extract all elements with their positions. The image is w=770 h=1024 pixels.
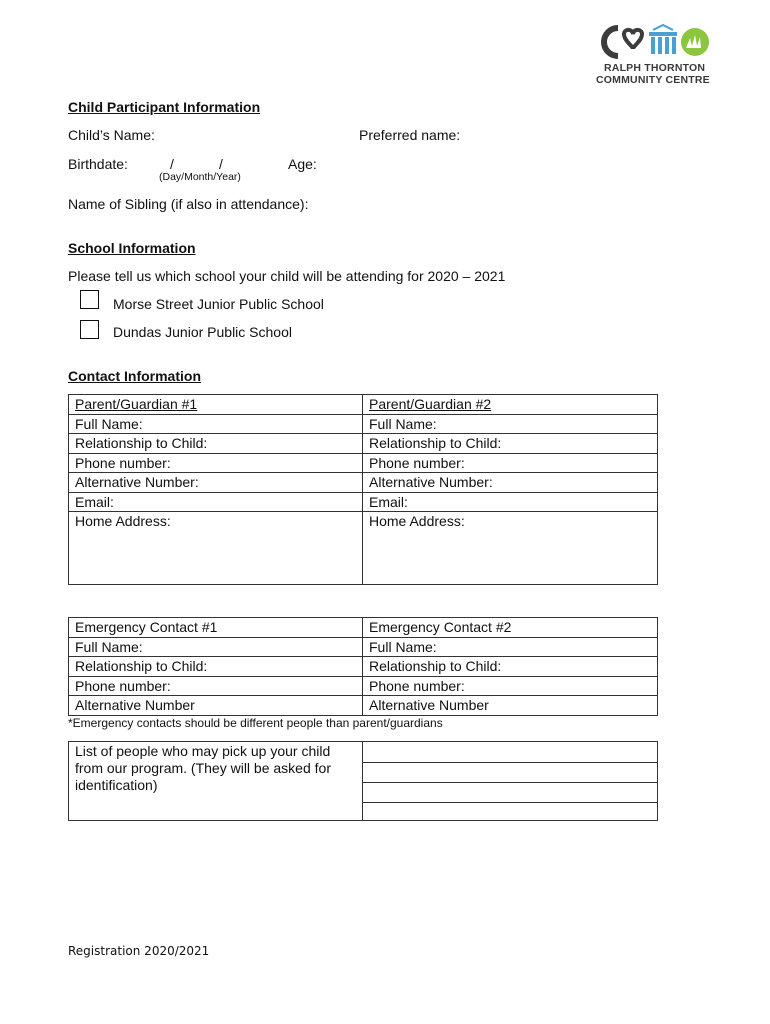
dundas-checkbox[interactable]	[80, 320, 99, 339]
emergency1-relationship-field[interactable]: Relationship to Child:	[69, 657, 363, 677]
guardian2-phone-field[interactable]: Phone number:	[363, 453, 658, 473]
date-format-hint: (Day/Month/Year)	[159, 171, 241, 183]
guardian1-full-name-field[interactable]: Full Name:	[69, 414, 363, 434]
guardian1-title: Parent/Guardian #1	[69, 395, 363, 415]
contact-info-heading: Contact Information	[68, 368, 201, 384]
emergency-table	[68, 617, 658, 716]
morse-street-option-label: Morse Street Junior Public School	[113, 296, 324, 312]
guardian2-address-field[interactable]: Home Address:	[363, 512, 658, 585]
emergency2-phone-field[interactable]: Phone number:	[363, 676, 658, 696]
emergency-note: *Emergency contacts should be different people than parent/guardians	[68, 716, 443, 730]
guardian-table	[68, 394, 658, 585]
logo-text-line1: RALPH THORNTON	[604, 62, 706, 74]
preferred-name-label: Preferred name:	[359, 127, 461, 143]
guardian1-address-field[interactable]: Home Address:	[69, 512, 363, 585]
guardian2-relationship-field[interactable]: Relationship to Child:	[363, 434, 658, 454]
emergency2-relationship-field[interactable]: Relationship to Child:	[363, 657, 658, 677]
dundas-option-label: Dundas Junior Public School	[113, 324, 292, 340]
guardian2-alt-number-field[interactable]: Alternative Number:	[363, 473, 658, 493]
logo	[596, 22, 714, 88]
childs-name-label: Child’s Name:	[68, 127, 155, 143]
child-info-heading: Child Participant Information	[68, 99, 261, 115]
age-label: Age:	[288, 156, 317, 172]
guardian1-relationship-field[interactable]: Relationship to Child:	[69, 434, 363, 454]
guardian2-email-field[interactable]: Email:	[363, 492, 658, 512]
pickup-label-line2: from our program. (They will be asked for	[75, 760, 331, 776]
emergency1-alt-number-field[interactable]: Alternative Number	[69, 696, 363, 716]
logo-text-line2: COMMUNITY CENTRE	[596, 74, 710, 86]
pickup-label-line3: identification)	[75, 777, 158, 793]
sibling-name-label: Name of Sibling (if also in attendance):	[68, 196, 309, 212]
morse-street-checkbox[interactable]	[80, 290, 99, 309]
pickup-label-line1: List of people who may pick up your child	[75, 743, 331, 759]
pickup-entry-3[interactable]	[363, 782, 657, 803]
emergency1-full-name-field[interactable]: Full Name:	[69, 637, 363, 657]
emergency1-title: Emergency Contact #1	[69, 618, 363, 638]
emergency1-phone-field[interactable]: Phone number:	[69, 676, 363, 696]
school-prompt: Please tell us which school your child will be attending for 2020 – 2021	[68, 268, 506, 284]
guardian1-email-field[interactable]: Email:	[69, 492, 363, 512]
logo-mark-icon	[598, 22, 710, 62]
birthdate-slash-1: /	[170, 156, 174, 172]
emergency2-full-name-field[interactable]: Full Name:	[363, 637, 658, 657]
guardian1-phone-field[interactable]: Phone number:	[69, 453, 363, 473]
emergency2-title: Emergency Contact #2	[363, 618, 658, 638]
footer-text: Registration 2020/2021	[68, 944, 210, 958]
birthdate-label: Birthdate:	[68, 156, 128, 172]
emergency2-alt-number-field[interactable]: Alternative Number	[363, 696, 658, 716]
pickup-entry-2[interactable]	[363, 762, 657, 783]
pickup-label-cell	[69, 742, 363, 820]
guardian2-full-name-field[interactable]: Full Name:	[363, 414, 658, 434]
guardian1-alt-number-field[interactable]: Alternative Number:	[69, 473, 363, 493]
guardian2-title: Parent/Guardian #2	[363, 395, 658, 415]
pickup-table	[68, 741, 658, 821]
pickup-entry-4[interactable]	[363, 802, 657, 820]
pickup-entry-1[interactable]	[363, 742, 657, 763]
birthdate-slash-2: /	[219, 156, 223, 172]
school-info-heading: School Information	[68, 240, 196, 256]
